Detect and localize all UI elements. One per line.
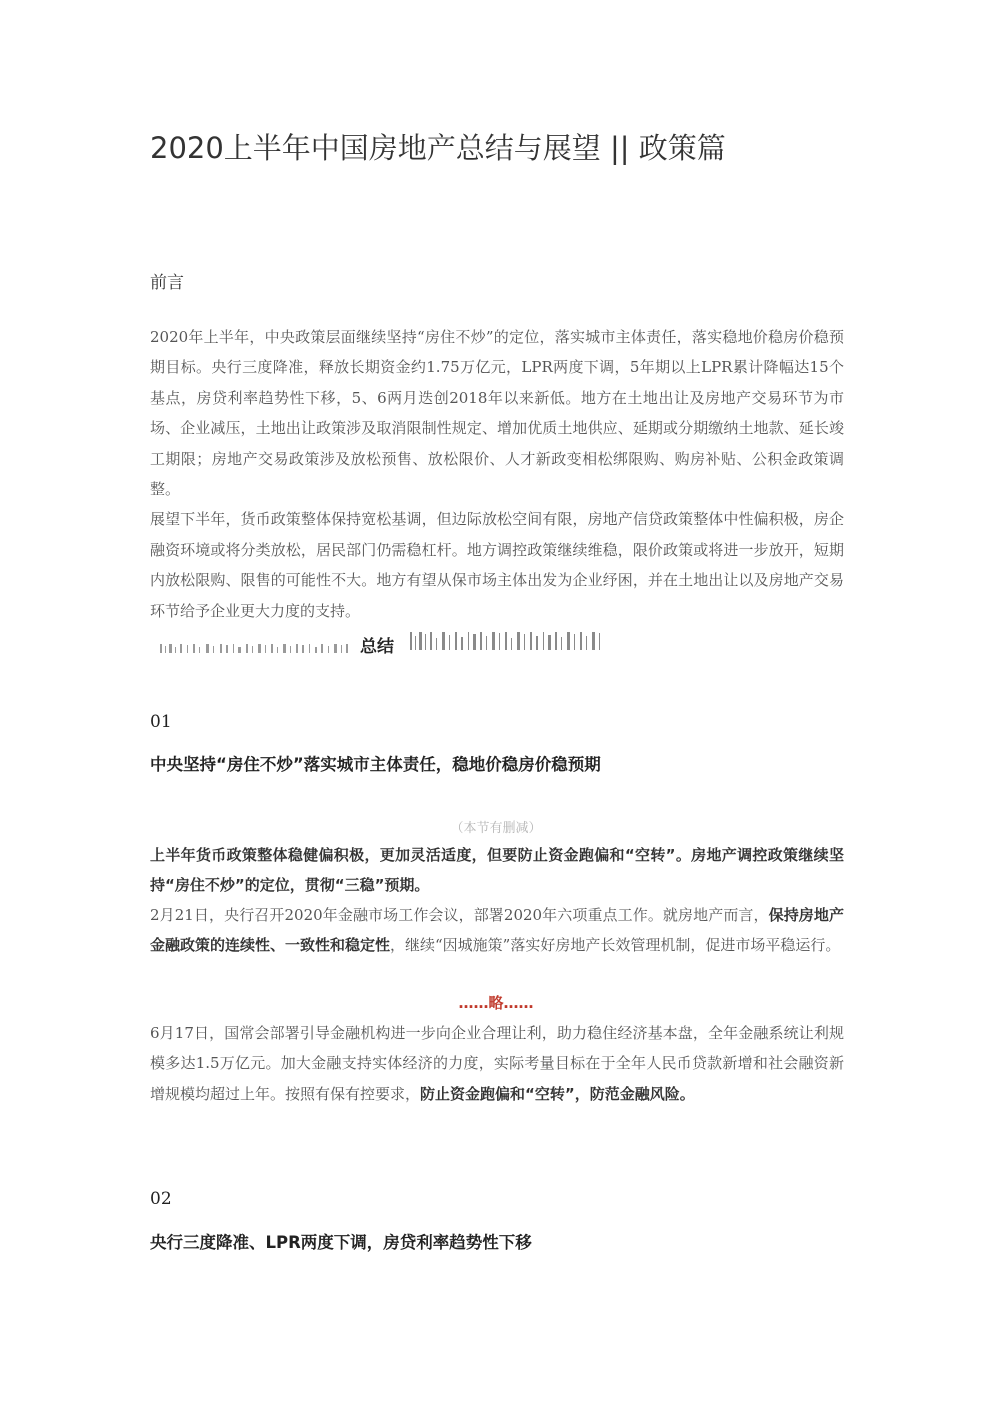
intro-text — [150, 322, 844, 626]
section-2-number: 02 — [150, 1189, 172, 1209]
paragraph-2-body — [150, 1018, 844, 1109]
intro-paragraph-1: 2020年上半年，中央政策层面继续坚持“房住不炒”的定位，落实城市主体责任，落实稳地价稳房价稳预期目标。央行三度降准，释放长期资金约1.75万亿元，LPR两度下调，5年期以上LPR累计降幅达15个基点，房贷利率趋势性下移，5、6两月迭创2018年以来新低。地方在土地出让及房地产交易环节为市场、企业减压，土地出让政策涉及取消限制性规定、增加优质土地供应、延期或分期缴纳土地款、延长竣工期限；房地产交易政策涉及放松预售、放松限价、人才新政变相松绑限购、购房补贴、公积金政策调整。 — [150, 328, 844, 499]
divider-bars-left-icon — [160, 644, 352, 653]
section-1-lead-text: 上半年货币政策整体稳健偏积极，更加灵活适度，但要防止资金跑偏和“空转”。房地产调控政策继续坚持“房住不炒”的定位，贯彻“三稳”预期。 — [150, 846, 844, 895]
divider-bars-right-icon — [410, 632, 604, 650]
summary-label: 总结 — [360, 637, 394, 657]
page-title: 2020上半年中国房地产总结与展望 || 政策篇 — [150, 131, 726, 165]
section-1-paragraph-2 — [150, 1018, 844, 1109]
paragraph-2-emphasis: 防止资金跑偏和“空转”，防范金融风险。 — [420, 1084, 695, 1103]
section-1-number: 01 — [150, 712, 172, 732]
section-1-paragraph-1 — [150, 900, 844, 961]
paragraph-1-part-a: 2月21日，央行召开2020年金融市场工作会议，部署2020年六项重点工作。就房地产而言， — [150, 906, 769, 924]
paragraph-1-body — [150, 900, 844, 961]
paragraph-1-emphasis: 保持房地产金融政策的连续性、一致性和稳定性 — [150, 906, 844, 955]
section-1-note: （本节有删减） — [450, 821, 542, 836]
section-1-lead — [150, 840, 844, 901]
paragraph-1-part-c: ，继续“因城施策”落实好房地产长效管理机制，促进市场平稳运行。 — [390, 936, 841, 955]
section-2-heading: 央行三度降准、LPR两度下调，房贷利率趋势性下移 — [150, 1233, 532, 1252]
intro-paragraph-2: 展望下半年，货币政策整体保持宽松基调，但边际放松空间有限，房地产信贷政策整体中性偏积极，房企融资环境或将分类放松，居民部门仍需稳杠杆。地方调控政策继续维稳，限价政策或将进一步放开，短期内放松限购、限售的可能性不大。地方有望从保市场主体出发为企业纾困，并在土地出让以及房地产交易环节给予企业更大力度的支持。 — [150, 510, 844, 620]
omission-marker: ……略…… — [458, 994, 534, 1012]
summary-divider — [160, 628, 604, 658]
preface-heading: 前言 — [150, 273, 184, 293]
paragraph-2-part-a: 6月17日，国常会部署引导金融机构进一步向企业合理让利，助力稳住经济基本盘，全年金融系统让利规模多达1.5万亿元。加大金融支持实体经济的力度，实际考量目标在于全年人民币贷款新增和社会融资新增规模均超过上年。按照有保有控要求， — [150, 1024, 844, 1103]
section-1-heading: 中央坚持“房住不炒”落实城市主体责任，稳地价稳房价稳预期 — [150, 755, 601, 774]
